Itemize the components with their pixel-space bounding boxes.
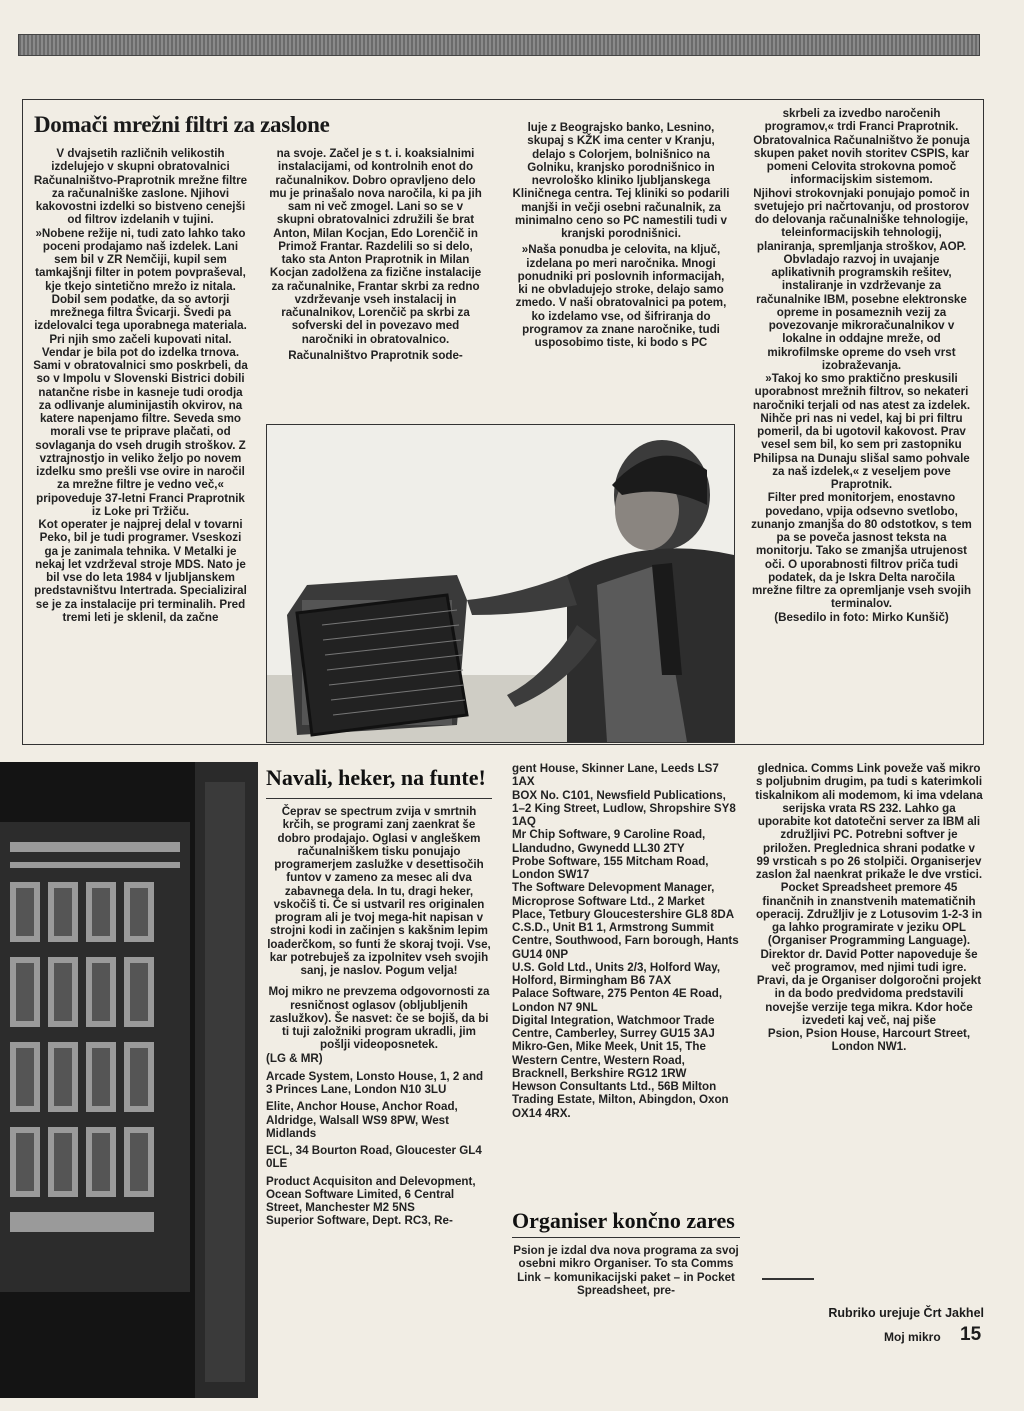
article1-paragraph: »Nobene režije ni, tudi zato lahko tako poceni prodajamo naš izdelek. Lani sem bil v ZR Nemčiji, kupil sem tamkajšnji filter in potem povpraševal, kje tkejo sintetično mrežo iz nitala. Dobil sem podatke, da so avtorji mrežnega filtra Švicarji. Švedi pa izdelovalci tega uporabnega materiala. Pri njih smo začeli kupovati nital. Vendar je bila pot do izdelka trnova. Sami v obratovalnici smo poskrbeli, da so v Impolu v Slovenski Bistrici dobili natančne risbe in kasneje tudi orodja za odlivanje aluminijastih okvirov, na katere napenjamo filtre. Seveda smo morali vse te priprave plačati, od sovlaganja do vseh drugih stroškov. Z vztrajnostjo in veliko željo po novem izdelku smo prešli vse ovire in naročil za mrežne filtre je vedno več,« pripoveduje 37-letni Franci Praprotnik iz Loke pri Tržiču. [33, 226, 248, 518]
address-item: Superior Software, Dept. RC3, Re- [266, 1214, 453, 1228]
article2-headline: Navali, heker, na funte! [266, 765, 486, 790]
photo-illustration [0, 762, 258, 1398]
top-decorative-bar [18, 34, 980, 56]
article1-paragraph: skrbeli za izvedbo naročenih programov,« trdi Franci Praprotnik. [764, 107, 959, 134]
article1-paragraph: Njihovi strokovnjaki ponujajo pomoč in svetujejo pri načrtovanju, od prostorov do delovanja računalniške tehnologije, teleinformacijskih tehnologij, planiranja, spremljanja stroškov, AOP. Obvladajo razvoj in uvajanje aplikativnih programskih rešitev, instaliranje in vzdrževanje za računalnike IBM, posebne elektronske opreme in posameznih vezij za povezovanje mikroračunalnikov v lokalne in oddajne mreže, od mikrofilmske opreme do vseh vrst izobraževanja. [753, 186, 970, 372]
article1-column-2 [268, 147, 483, 362]
address-item: C.S.D., Unit B1 1, Armstrong Summit Centre, Southwood, Farn borough, Hants GU14 0NP [512, 921, 739, 961]
address-item: Mr Chip Software, 9 Caroline Road, Llandudno, Gwynedd LL30 2TY [512, 828, 706, 855]
address-item: Arcade System, Lonsto House, 1, 2 and 3 Princes Lane, London N10 3LU [266, 1069, 484, 1096]
article1-paragraph: Kot operater je najprej delal v tovarni Peko, bil je tudi programer. Vseskozi ga je zanimala tehnika. V Metalki je nekaj let vzdrževal stroje MDS. Nato je bil vse do leta 1984 v ljubljanskem predstavništvu Intertrada. Specializiral se je za instalacije pri terminalih. Pred tremi leti je sklenil, da začne [34, 518, 247, 624]
article3-column-1 [512, 1208, 740, 1297]
photo-man-with-monitor-filter [266, 424, 735, 743]
article1-paragraph: »Takoj ko smo praktično preskusili uporabnost mrežnih filtrov, so nekateri naročniki terjali od nas atest za izdelek. Nihče pri nas ni vedel, kaj bi pri filtru pomeril, da bi ugotovil kakovost. Prav vesel sem bil, ko sem pri zastopniku Philipsa na Dunaju slišal samo pohvale za naš izdelek,« z veseljem pove Praprotnik. [752, 372, 971, 491]
address-item: Mikro-Gen, Mike Meek, Unit 15, The Western Centre, Western Road, Bracknell, Berkshire RG12 1RW [512, 1040, 706, 1080]
article3-headline: Organiser končno zares [512, 1208, 735, 1233]
article2-credit: (LG & MR) [266, 1051, 323, 1065]
article1-paragraph: V dvajsetih različnih velikostih izdelujejo v skupni obratovalnici Računalništvo-Praprotnik mrežne filtre za računalniške zaslone. Njihovi kakovostni izdelki so bistveno cenejši od filtrov izdelanih v tujini. [33, 147, 248, 227]
address-item: Product Acquisiton and Delevopment, Ocean Software Limited, 6 Central Street, Manchester M2 5NS [266, 1174, 476, 1214]
address-item: BOX No. C101, Newsfield Publications, 1–2 King Street, Ludlow, Shropshire SY8 1AQ [512, 788, 736, 828]
page-number: 15 [960, 1324, 982, 1345]
article2-column-1 [266, 765, 492, 1228]
address-item: Probe Software, 155 Mitcham Road, London SW17 [512, 854, 709, 881]
footer-rule [762, 1278, 814, 1280]
article2-paragraph: Moj mikro ne prevzema odgovornosti za resničnost oglasov (obljubljenih zaslužkov). Še nasvet: če se bojiš, da bi ti tuji založniki program ukradli, jim pošlji videoposnetek. [268, 985, 490, 1052]
photo-circuit-board [0, 762, 258, 1398]
article1-headline: Domači mrežni filtri za zaslone [34, 112, 330, 137]
address-item: Palace Software, 275 Penton 4E Road, London N7 9NL [512, 987, 723, 1014]
article1-paragraph: luje z Beograjsko banko, Lesnino, skupaj s KŽK ima center v Kranju, delajo s Colorjem, bolnišnico na Golniku, kranjsko porodnišnico in nevrološko kliniko ljubljanskega Kliničnega centra. Tej kliniki so podarili manjši in večji osebni računalnik, za minimalno ceno so PC namestili tudi v kranjski porodnišnici. [512, 121, 730, 240]
address-item: U.S. Gold Ltd., Units 2/3, Holford Way, Holford, Birmingham B6 7AX [512, 960, 721, 987]
article1-column-1 [32, 147, 249, 624]
article1-column-3 [512, 121, 730, 349]
article3-paragraph: Psion je izdal dva nova programa za svoj osebni mikro Organiser. To sta Comms Link – komunikacijski paket – in Pocket Spreadsheet, pre- [513, 1244, 739, 1297]
article1-paragraph: Filter pred monitorjem, enostavno povedano, vpija odsevno svetlobo, zunanjo zmanjša do 80 odstotkov, s tem pa se poveča jasnost teksta na monitorju. Tako se zmanjša utrujenost oči. O uporabnosti filtrov priča tudi podatek, da je Iskra Delta naročila mrežne filtre za opremljanje vseh svojih terminalov. [751, 491, 972, 611]
article3-address: Psion, Psion House, Harcourt Street, London NW1. [767, 1027, 971, 1054]
article3-column-2 [755, 762, 983, 1054]
article1-column-4 [751, 107, 972, 624]
address-item: Digital Integration, Watchmoor Trade Centre, Camberley, Surrey GU15 3AJ [512, 1013, 715, 1040]
article2-column-2 [512, 762, 740, 1120]
address-item: gent House, Skinner Lane, Leeds LS7 1AX [512, 762, 719, 789]
address-item: Hewson Consultants Ltd., 56B Milton Trading Estate, Milton, Abingdon, Oxon OX14 4RX. [512, 1080, 729, 1120]
article1-paragraph: Obratovalnica Računalništvo že ponuja skupen paket novih storitev CSPIS, kar pomeni Celovita strokovna pomoč informacijskim sistemom. [753, 133, 970, 187]
article1-paragraph: Računalništvo Praprotnik sode- [288, 348, 463, 362]
magazine-name: Moj mikro [884, 1330, 941, 1344]
address-item: ECL, 34 Bourton Road, Gloucester GL4 0LE [266, 1144, 482, 1171]
address-item: Elite, Anchor House, Anchor Road, Aldridge, Walsall WS9 8PW, West Midlands [266, 1100, 458, 1140]
article3-paragraph: glednica. Comms Link poveže vaš mikro s poljubnim drugim, pa tudi s katerimkoli tiskalnikom ali modemom, ki ima vdelana serijska vrata RS 232. Lahko ga uporabite kot datotečni server za IBM ali združljivi PC. Potrebni softver je priložen. Preglednica shrani podatke v 99 vrsticah s po 26 stolpiči. Organiserjev zaslon žal naenkrat prikaže le dve vrstici. Pocket Spreadsheet premore 45 finančnih in znanstvenih matematičnih operacij. Združljiv je z Lotusovim 1-2-3 in ga lahko programirate v jeziku OPL (Organiser Programming Language). Direktor dr. David Potter napoveduje še več programov, med njimi tudi igre. Pravi, da je Organiser dolgoročni projekt in da bodo predvidoma predstavili novejše verzije tega mikra. Kdor hoče izvedeti kaj več, naj piše [755, 762, 983, 1027]
photo-illustration [267, 425, 734, 742]
headline-rule [266, 798, 492, 799]
editor-credit: Rubriko urejuje Črt Jakhel [828, 1306, 984, 1320]
article1-credit: (Besedilo in foto: Mirko Kunšič) [774, 610, 949, 624]
article1-paragraph: na svoje. Začel je s t. i. koaksialnimi instalacijami, od kontrolnih enot do računalnikov. Dobro opravljeno delo mu je prinašalo nova naročila, ki pa jih sam ni več zmogel. Lani so se v skupni obratovalnici združili še brat Anton, Milan Kocjan, Edo Lorenčič in Primož Frantar. Razdelili so si delo, tako sta Anton Praprotnik in Milan Kocjan zadolžena za fizične instalacije za računalnike, Frantar skrbi za redno vzdrževanje vseh instalacij in računalnikov, Lorenčič pa skrbi za sofverski del in povezavo med naročniki in obratovalnico. [269, 147, 482, 346]
headline-rule [512, 1237, 740, 1238]
article2-paragraph: Čeprav se spectrum zvija v smrtnih krčih, se programi zanj zaenkrat še dobro prodajajo. Oglasi v angleškem računalniškem tisku ponujajo programerjem zaslužke v desettisočih funtov v zameno za mesec ali dva zabavnega dela. In tu, dragi heker, vskočiš ti. Če si ustvaril res originalen program ali je tvoj mega-hit napisan v strojni kodi in začinjen s kakšnim lepim loaderčkom, so funti že skoraj tvoji. Vse, kar potrebuješ za izpolnitev vseh svojih sanj, je naslov. Pogum velja! [267, 805, 491, 977]
address-item: The Software Delevopment Manager, Microprose Software Ltd., 2 Market Place, Tetbury Gloucestershire GL8 8DA [512, 881, 735, 921]
article1-paragraph: »Naša ponudba je celovita, na ključ, izdelana po meri naročnika. Mnogi ponudniki pri poslovnih informacijah, ki ne obvladujejo stroke, delajo samo zmedo. V naši obratovalnici pa potem, ko izdelamo vse, od šifriranja do programov za znane naročnike, tudi usposobimo tiste, ki bodo s PC [515, 243, 727, 349]
